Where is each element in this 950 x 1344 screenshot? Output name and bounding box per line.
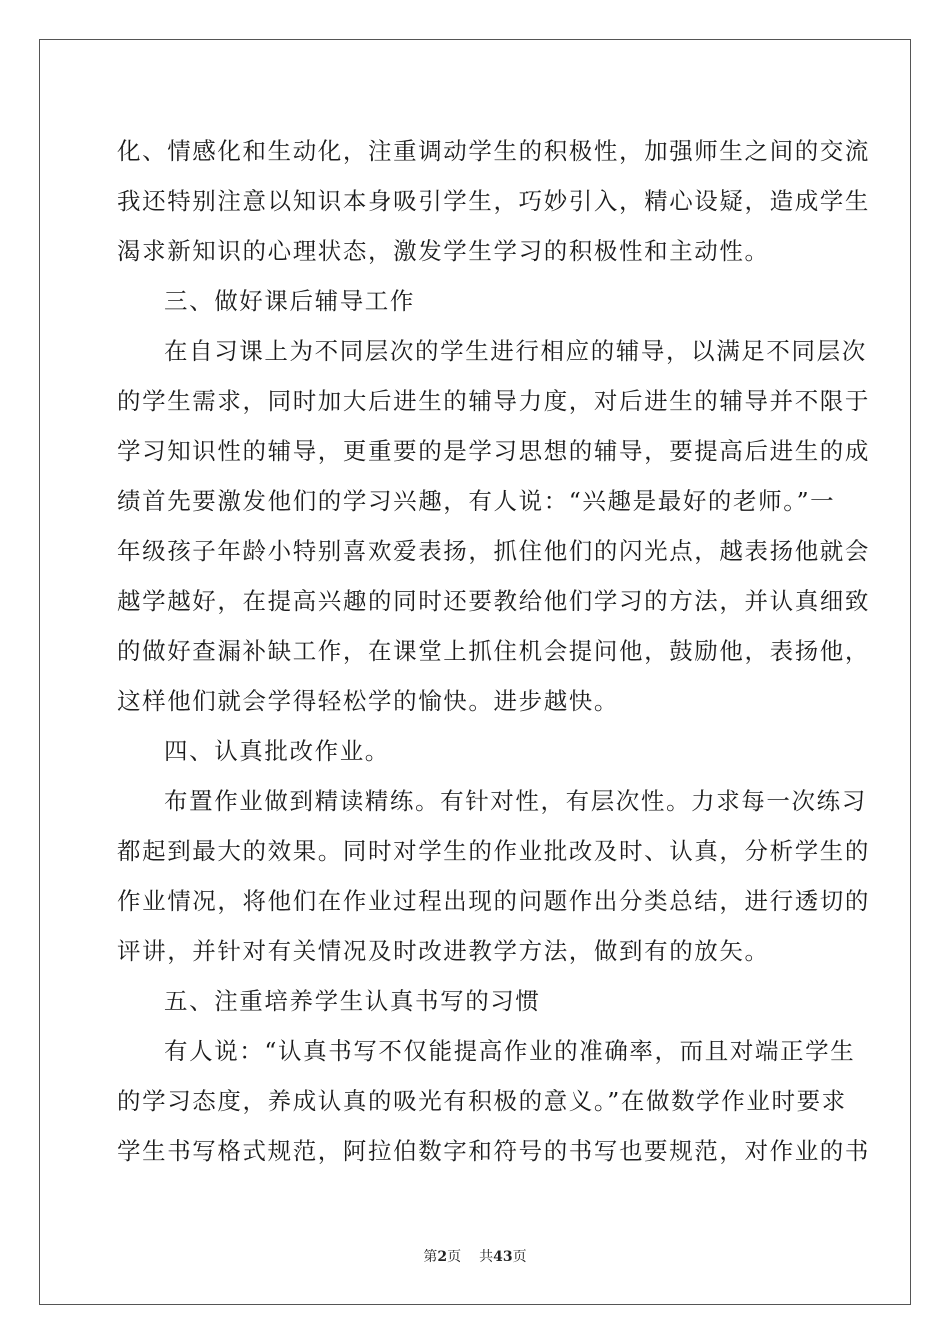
section-heading: 五、注重培养学生认真书写的习惯 xyxy=(164,987,541,1015)
text-line: 渴求新知识的心理状态，激发学生学习的积极性和主动性。 xyxy=(117,237,770,265)
page-unit: 页 xyxy=(447,1249,462,1265)
text-line: 的做好查漏补缺工作，在课堂上抓住机会提问他，鼓励他，表扬他， xyxy=(117,637,870,665)
text-line: 这样他们就会学得轻松学的愉快。进步越快。 xyxy=(117,687,619,715)
document-body xyxy=(117,126,870,1176)
text-line: 有人说：“认真书写不仅能提高作业的准确率，而且对端正学生 xyxy=(164,1037,856,1065)
text-line: 布置作业做到精读精练。有针对性，有层次性。力求每一次练习 xyxy=(164,787,867,815)
text-line: 评讲，并针对有关情况及时改进教学方法，做到有的放矢。 xyxy=(117,937,770,965)
total-unit: 页 xyxy=(512,1249,527,1265)
text-line: 学习知识性的辅导，更重要的是学习思想的辅导，要提高后进生的成 xyxy=(117,437,870,465)
text-line: 绩首先要激发他们的学习兴趣，有人说：“兴趣是最好的老师。”一 xyxy=(117,487,836,515)
text-line: 都起到最大的效果。同时对学生的作业批改及时、认真，分析学生的 xyxy=(117,837,870,865)
section-heading: 三、做好课后辅导工作 xyxy=(164,287,415,315)
text-line: 在自习课上为不同层次的学生进行相应的辅导，以满足不同层次 xyxy=(164,337,867,365)
text-line: 越学越好，在提高兴趣的同时还要教给他们学习的方法，并认真细致 xyxy=(117,587,870,615)
total-prefix: 共 xyxy=(479,1249,494,1265)
page-total: 43 xyxy=(493,1249,513,1265)
text-line: 年级孩子年龄小特别喜欢爱表扬，抓住他们的闪光点，越表扬他就会 xyxy=(117,537,870,565)
page-prefix: 第 xyxy=(423,1249,438,1265)
text-line: 的学习态度，养成认真的吸光有积极的意义。”在做数学作业时要求 xyxy=(117,1087,847,1115)
section-heading: 四、认真批改作业。 xyxy=(164,737,390,765)
text-line: 学生书写格式规范，阿拉伯数字和符号的书写也要规范，对作业的书 xyxy=(117,1137,870,1165)
text-line: 我还特别注意以知识本身吸引学生，巧妙引入，精心设疑，造成学生 xyxy=(117,187,870,215)
page-footer xyxy=(0,1246,950,1266)
text-line: 作业情况，将他们在作业过程出现的问题作出分类总结，进行透切的 xyxy=(117,887,870,915)
text-line: 化、情感化和生动化，注重调动学生的积极性，加强师生之间的交流 xyxy=(117,137,870,165)
page-current: 2 xyxy=(437,1249,448,1265)
text-line: 的学生需求，同时加大后进生的辅导力度，对后进生的辅导并不限于 xyxy=(117,387,870,415)
